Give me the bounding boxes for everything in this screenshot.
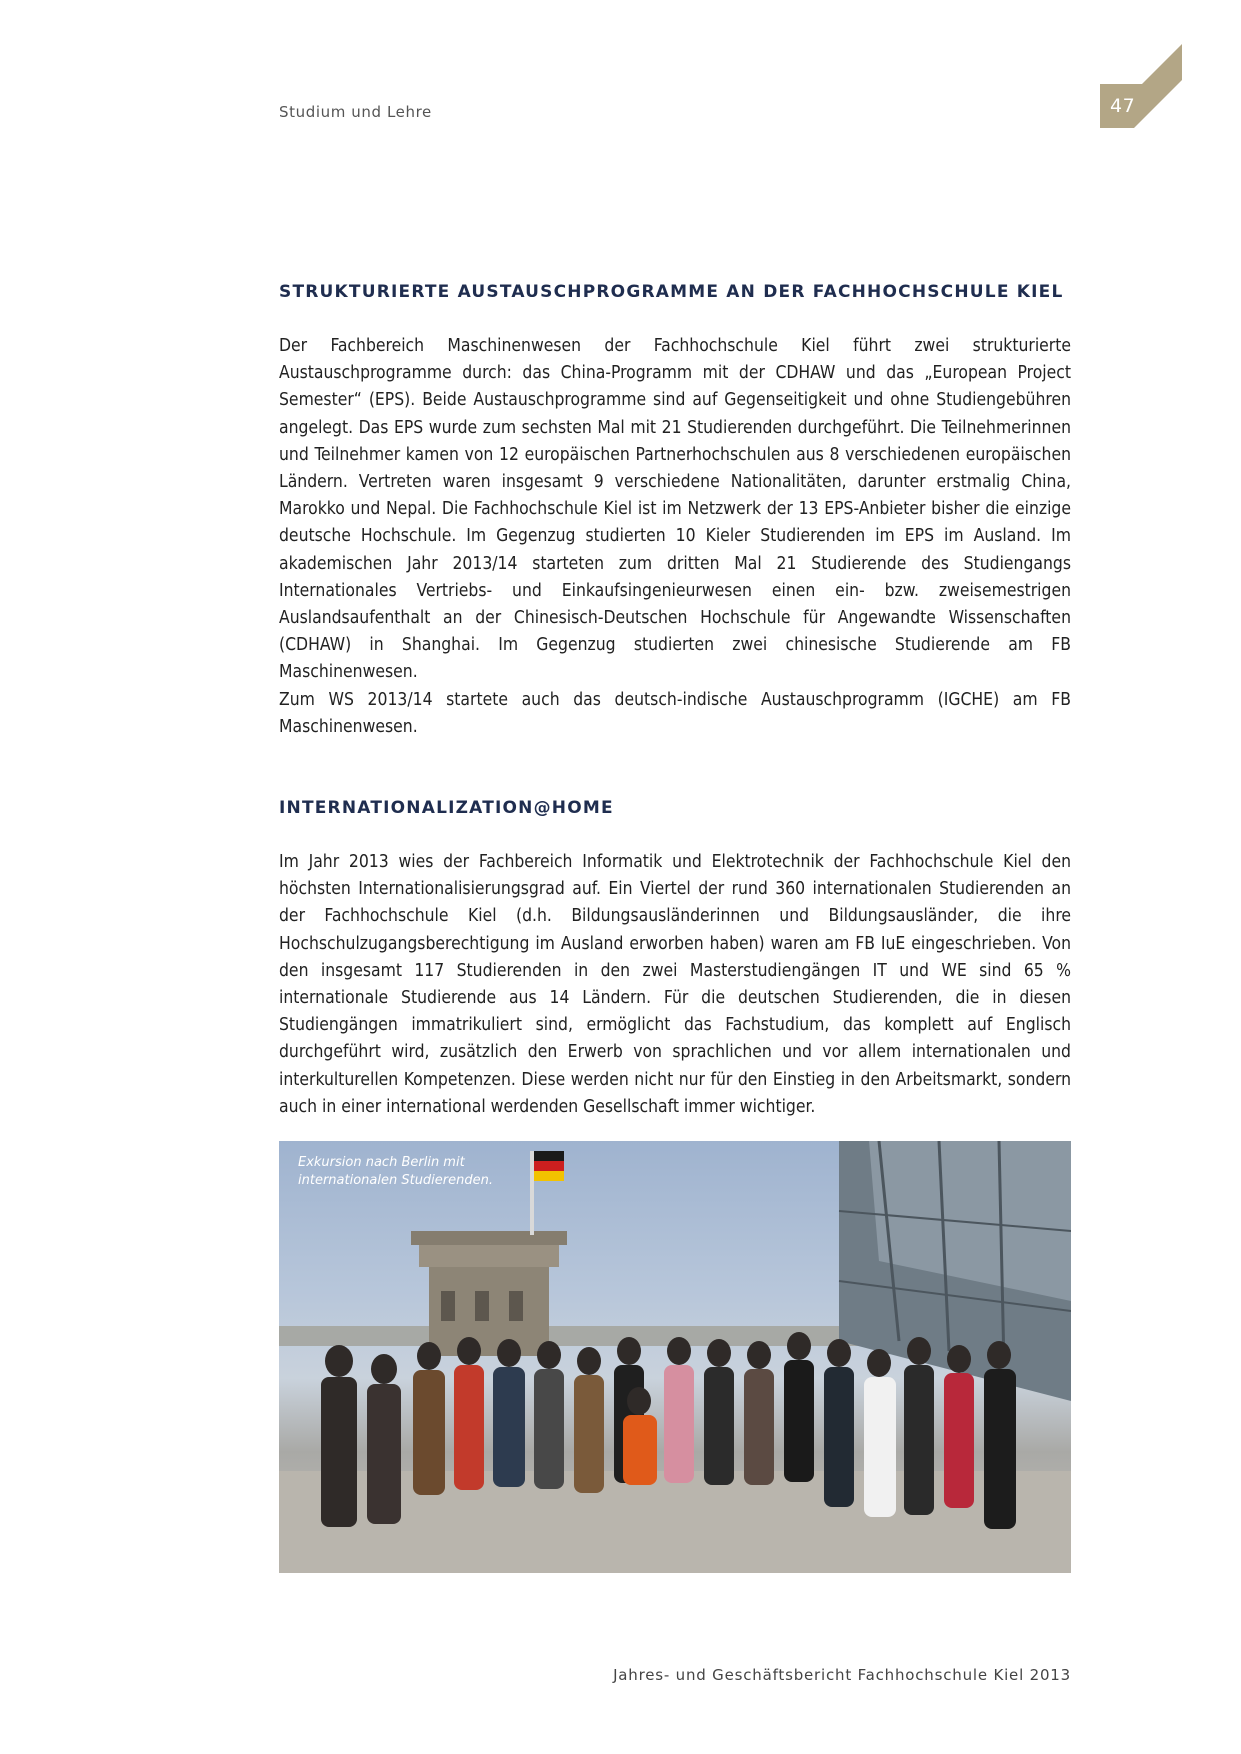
paragraph-exchange-programs: Der Fachbereich Maschinenwesen der Fachhochschule Kiel führt zwei strukturierte Austauschprogramme durch: das China-Programm mit der CDHAW und das „European Project Semester“ (EPS). Beide Austauschprogramme sind auf Gegenseitigkeit und ohne Studiengebühren angelegt. Das EPS wurde zum sechsten Mal mit 21 Studierenden durchgeführt. Die Teilnehmerinnen und Teilnehmer kamen von 12 europäischen Partnerhochschulen aus 8 verschiedenen europäischen Ländern. Vertreten waren insgesamt 9 verschiedene Nationalitäten, darunter erstmalig China, Marokko und Nepal. Die Fachhochschule Kiel ist im Netzwerk der 13 EPS-Anbieter bisher die einzige deutsche Hochschule. Im Gegenzug studierten 10 Kieler Studierenden im EPS im Ausland. Im akademischen Jahr 2013/14 starteten zum dritten Mal 21 Studierende des Studiengangs Internationales Vertriebs- und Einkaufsingenieurwesen einen ein- bzw. zweisemestrigen Auslandsaufenthalt an der Chinesisch-Deutschen Hochschule für Angewandte Wissenschaften (CDHAW) in Shanghai. Im Gegenzug studierten zwei chinesische Studierende am FB Maschinenwesen. <box>279 336 1071 683</box>
running-header: Studium und Lehre <box>279 103 432 121</box>
group-photo <box>279 1141 1071 1573</box>
page-footer: Jahres- und Geschäftsbericht Fachhochschule Kiel 2013 <box>613 1666 1071 1684</box>
page-number: 47 <box>1110 95 1136 117</box>
section-heading-exchange: STRUKTURIERTE AUSTAUSCHPROGRAMME AN DER FACHHOCHSCHULE KIEL <box>279 282 1064 302</box>
paragraph-igche: Zum WS 2013/14 startete auch das deutsch-indische Austauschprogramm (IGCHE) am FB Maschinenwesen. <box>279 690 1071 738</box>
paragraph-internationalization: Im Jahr 2013 wies der Fachbereich Informatik und Elektrotechnik der Fachhochschule Kiel den höchsten Internationalisierungsgrad auf. Ein Viertel der rund 360 internationalen Studierenden an der Fachhochschule Kiel (d.h. Bildungsausländerinnen und Bildungsausländer, die ihre Hochschulzugangsberechtigung im Ausland erworben haben) waren am FB IuE eingeschrieben. Von den insgesamt 117 Studierenden in den zwei Masterstudiengängen IT und WE sind 65 % internationale Studierende aus 14 Ländern. Für die deutschen Studierenden, die in diesen Studiengängen immatrikuliert sind, ermöglicht das Fachstudium, das komplett auf Englisch durchgeführt wird, zusätzlich den Erwerb von sprachlichen und vor allem internationalen und interkulturellen Kompetenzen. Diese werden nicht nur für den Einstieg in den Arbeitsmarkt, sondern auch in einer international werdenden Gesellschaft immer wichtiger. <box>279 852 1071 1117</box>
photo-illustration <box>279 1141 1071 1573</box>
section-heading-internationalization: INTERNATIONALIZATION@HOME <box>279 798 614 818</box>
photo-caption: Exkursion nach Berlin mit internationalen Studierenden. <box>298 1155 493 1188</box>
